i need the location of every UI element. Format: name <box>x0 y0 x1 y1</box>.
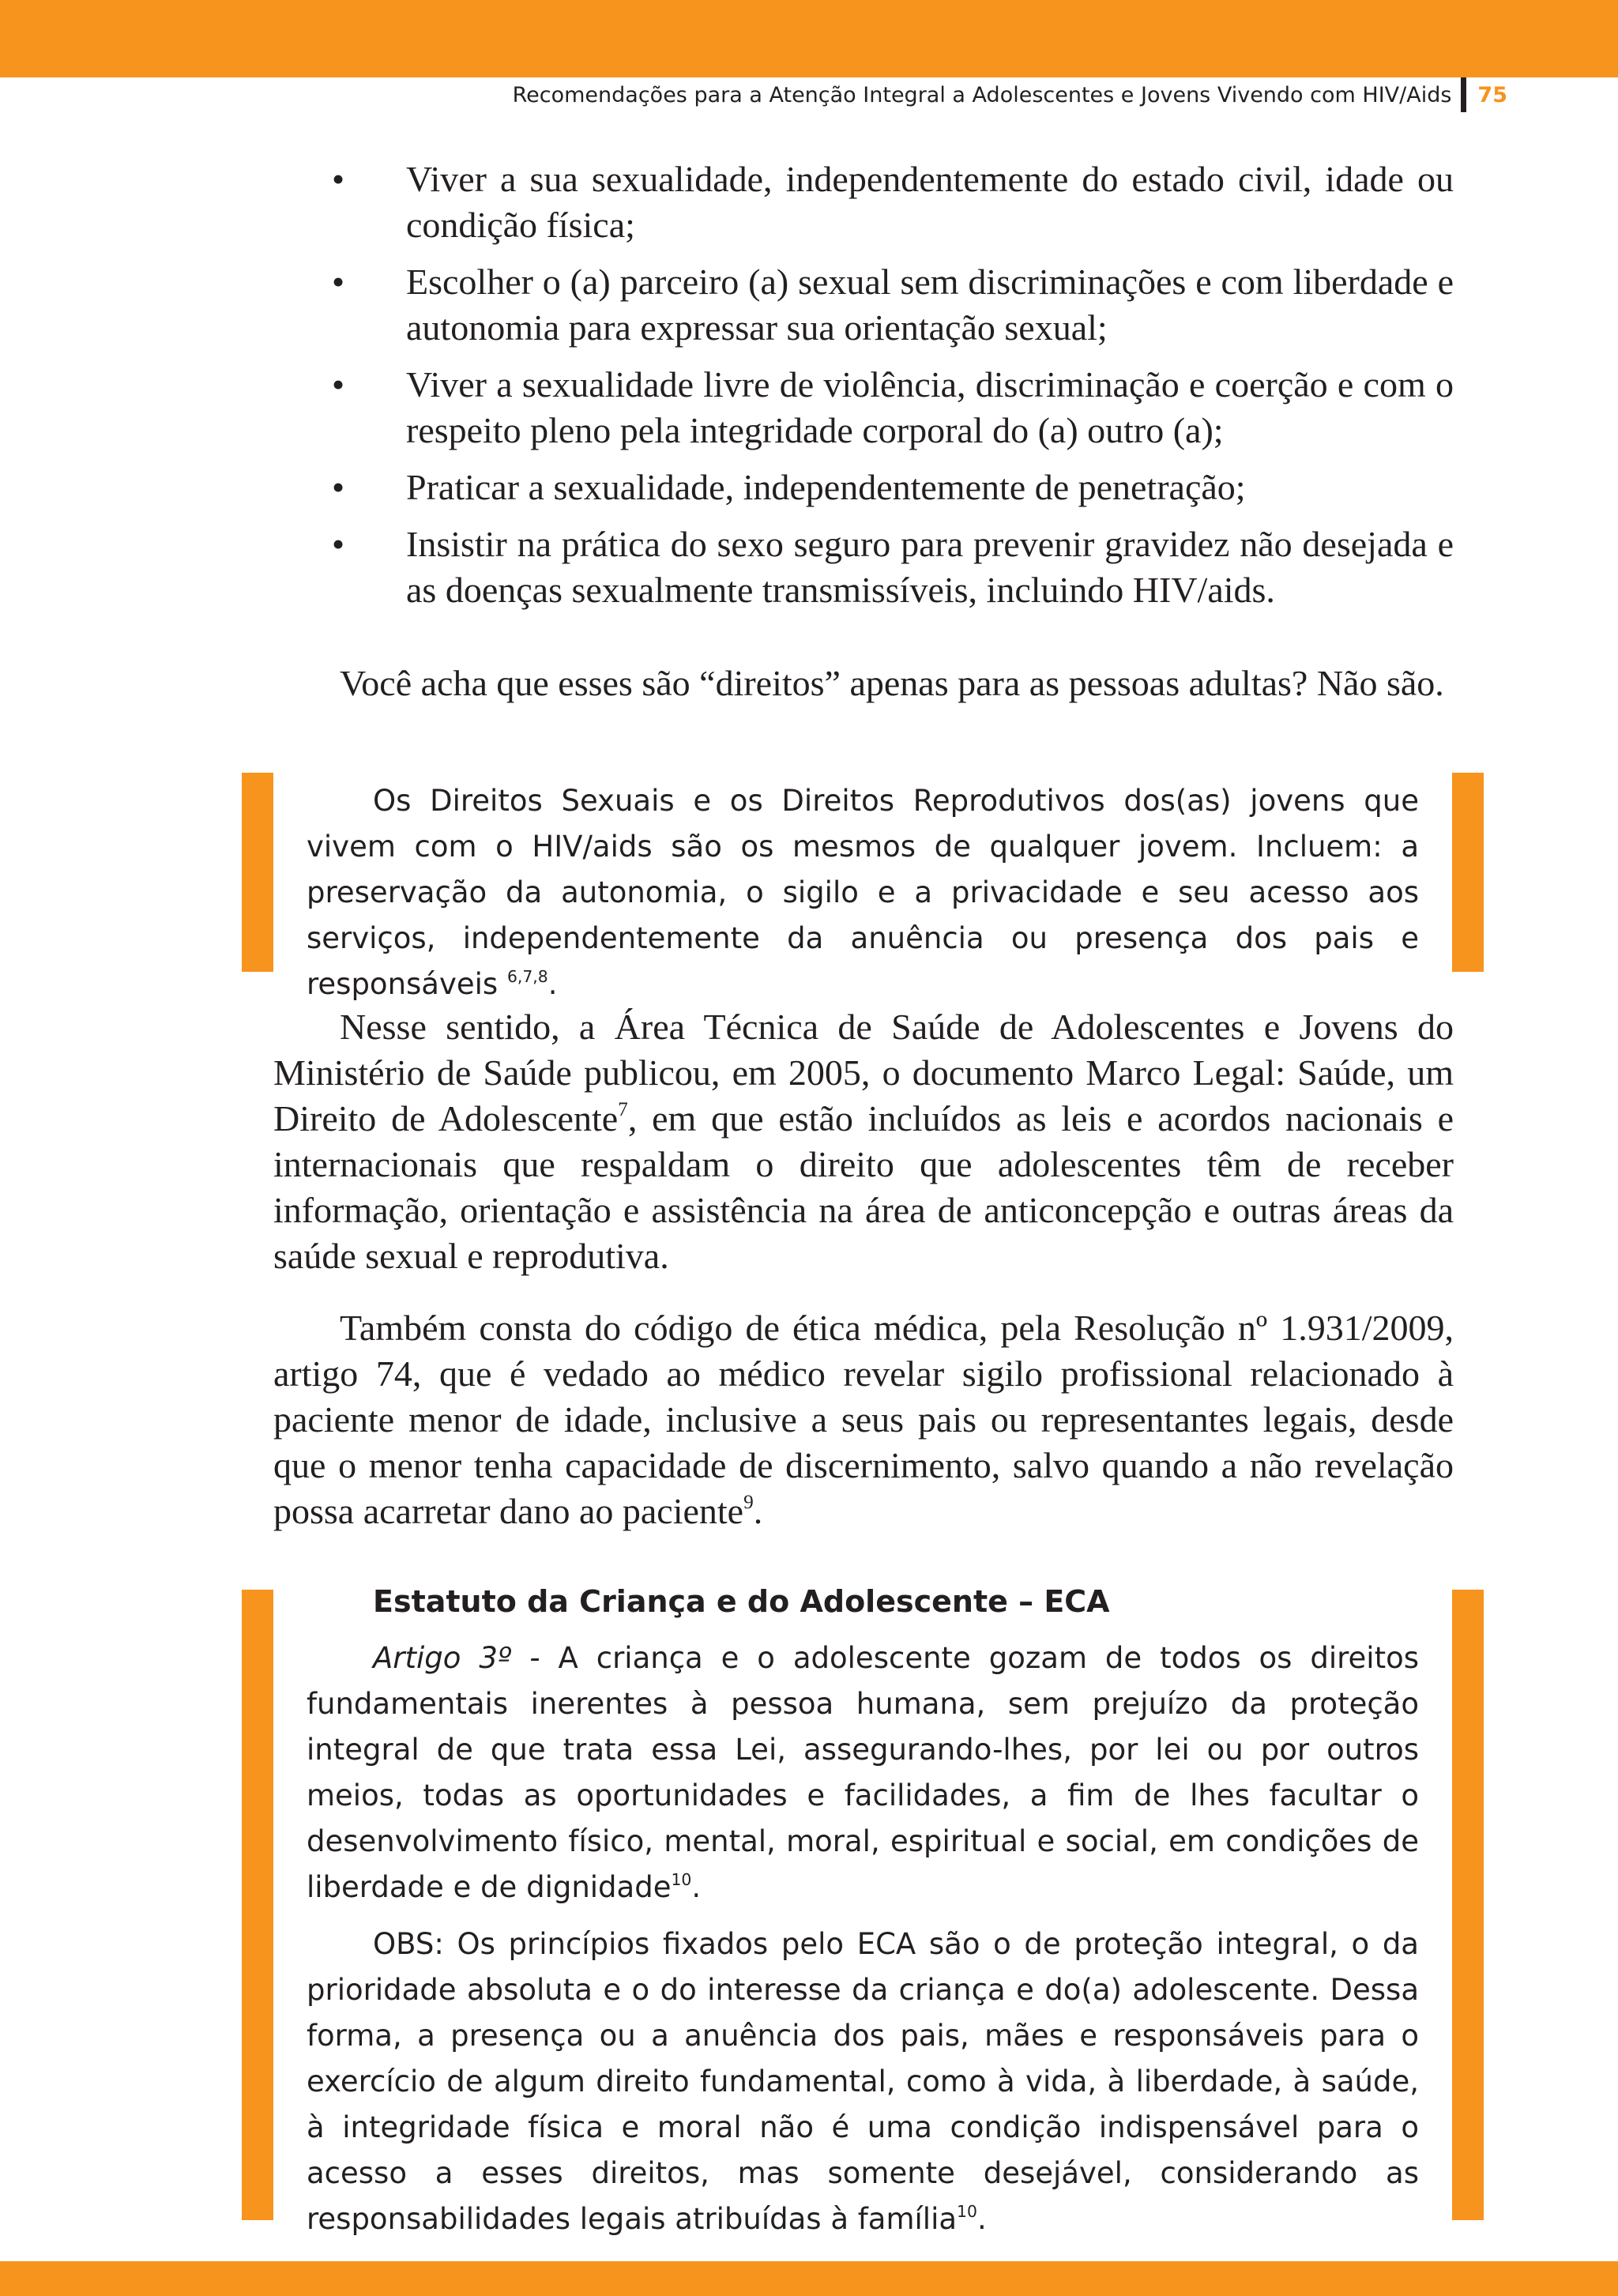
list-item: • Viver a sua sexualidade, independentemente do estado civil, idade ou condição física; <box>332 156 1454 248</box>
bottom-accent-bar <box>0 2261 1618 2296</box>
ethics-code-paragraph: Também consta do código de ética médica, pela Resolução nº 1.931/2009, artigo 74, que é vedado ao médico revelar sigilo profissional relacionado à paciente menor de idade, inclusive a seus pais ou representantes legais, desde que o menor tenha capacidade de discernimento, salvo quando a não revelação possa acarretar dano ao paciente$^9$. <box>273 1308 1454 1531</box>
list-item: • Escolher o (a) parceiro (a) sexual sem discriminações e com liberdade e autonomia para expressar sua orientação sexual; <box>332 259 1454 351</box>
box1-right-bar <box>1452 773 1484 972</box>
eca-obs-paragraph: OBS: Os princípios fixados pelo ECA são o de proteção integral, o da prioridade absoluta e o do interesse da criança e do(a) adolescente. Dessa forma, a presença ou a anuência dos pais, mães e responsáveis para o exercício de algum direito fundamental, como à vida, à liberdade, à saúde, à integridade física e moral não é uma condição indispensável para o acesso a esses direitos, mas somente desejável, considerando as responsabilidades legais atribuídas à família$^{10}$. <box>307 1927 1419 2236</box>
footnote-ref: 9 <box>743 1491 754 1514</box>
footnote-ref: 10 <box>957 2201 977 2221</box>
marco-legal-paragraph: Nesse sentido, a Área Técnica de Saúde de Adolescentes e Jovens do Ministério de Saúde publicou, em 2005, o documento Marco Legal: Saúde, um Direito de Adolescente$^7$, em que estão incluídos as leis e acordos nacionais e internacionais que respaldam o direito que adolescentes têm de receber informação, orientação e assistência na área de anticoncepção e outras áreas da saúde sexual e reprodutiva. <box>273 1007 1454 1276</box>
bullet-icon: • <box>332 262 345 302</box>
page-number: 75 <box>1477 82 1507 107</box>
footnote-ref: 10 <box>671 1869 692 1889</box>
question-paragraph: Você acha que esses são “direitos” apenas para as pessoas adultas? Não são. <box>340 663 1444 703</box>
bullet-icon: • <box>332 159 345 199</box>
footnote-ref: 7 <box>618 1098 628 1121</box>
footnote-ref: 6,7,8 <box>506 966 548 986</box>
list-item: • Praticar a sexualidade, independentemente de penetração; <box>332 465 1454 510</box>
eca-article-paragraph: Artigo 3º - A criança e o adolescente gozam de todos os direitos fundamentais inerentes à pessoa humana, sem prejuízo da proteção integral de que trata essa Lei, assegurando-lhes, por lei ou por outros meios, todas as oportunidades e facilidades, a fim de lhes facultar o desenvolvimento físico, mental, moral, espiritual e social, em condições de liberdade e de dignidade$^{10}$. <box>307 1641 1419 1904</box>
box2-left-bar <box>242 1590 273 2220</box>
rights-bullet-list <box>332 156 1454 624</box>
list-item: • Insistir na prática do sexo seguro para prevenir gravidez não desejada e as doenças sexualmente transmissíveis, incluindo HIV/aids. <box>332 521 1454 613</box>
box1-left-bar <box>242 773 273 972</box>
bullet-icon: • <box>332 364 345 405</box>
box2-right-bar <box>1452 1590 1484 2220</box>
rights-highlight-box <box>307 778 1419 1007</box>
eca-box-title: Estatuto da Criança e do Adolescente – ECA <box>373 1584 1110 1619</box>
top-accent-bar <box>0 0 1618 77</box>
box1-paragraph: Os Direitos Sexuais e os Direitos Reprodutivos dos(as) jovens que vivem com o HIV/aids são os mesmos de qualquer jovem. Incluem: a preservação da autonomia, o sigilo e a privacidade e seu acesso aos serviços, independentemente da anuência ou presença dos pais e responsáveis $^{6,7,8}$. <box>307 784 1419 1001</box>
list-item: • Viver a sexualidade livre de violência, discriminação e coerção e com o respeito pleno pela integridade corporal do (a) outro (a); <box>332 362 1454 454</box>
bullet-icon: • <box>332 467 345 507</box>
article-label: Artigo 3º - <box>373 1641 540 1675</box>
bullet-icon: • <box>332 524 345 564</box>
eca-highlight-box <box>307 1579 1419 2242</box>
header-separator <box>1461 77 1466 112</box>
running-title: Recomendações para a Atenção Integral a Adolescentes e Jovens Vivendo com HIV/Aids <box>512 82 1452 107</box>
running-header <box>513 76 1507 114</box>
